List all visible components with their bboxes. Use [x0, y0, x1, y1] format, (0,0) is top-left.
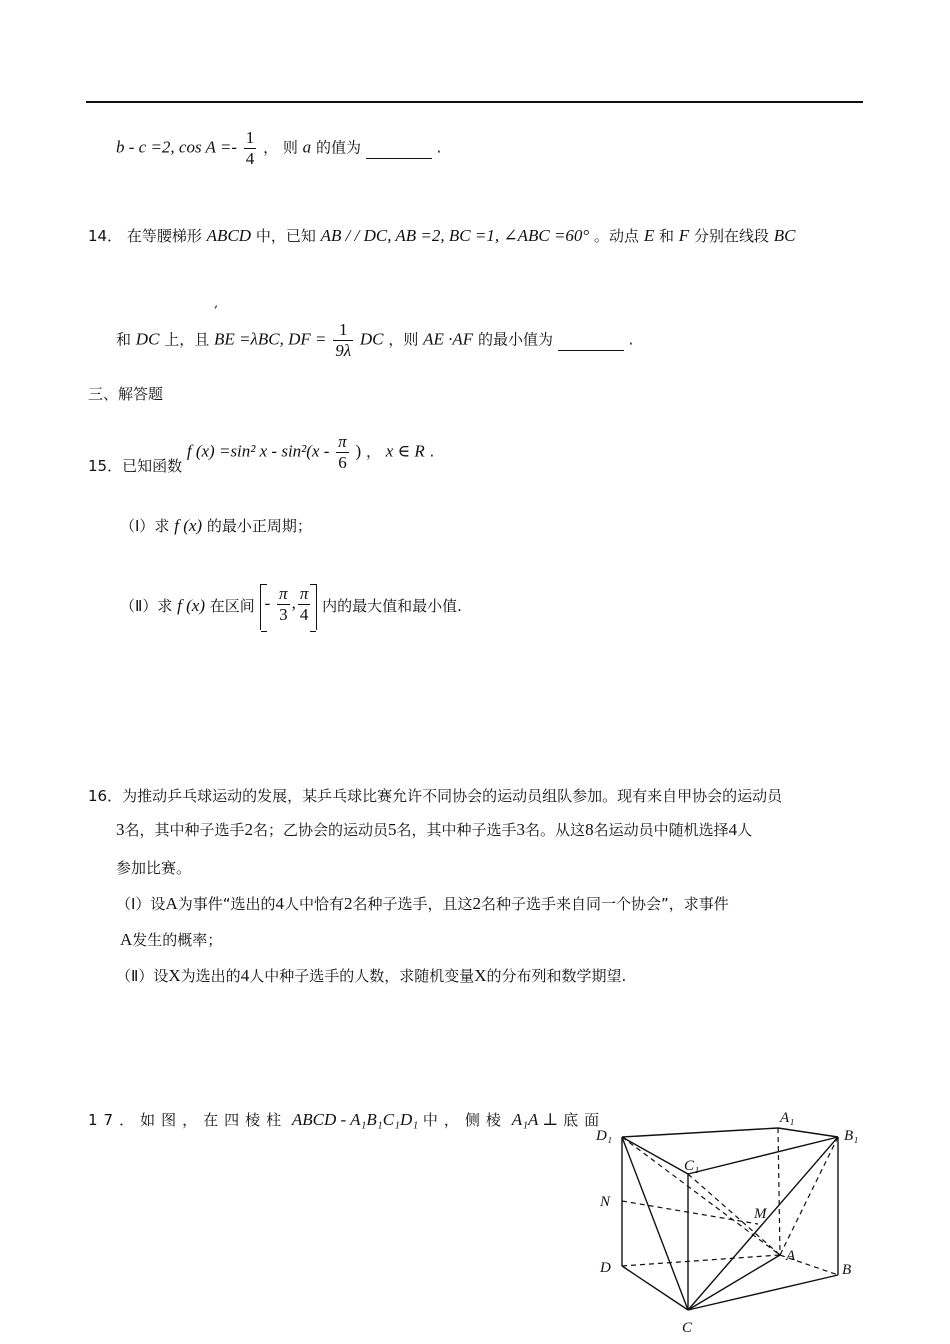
q14-condition: AB / / DC, AB =2, BC =1, ∠ABC =60°	[320, 226, 590, 245]
q16-line-2: 3名，其中种子选手2名；乙协会的运动员5名，其中种子选手3名。从这8名运动员中随机选择4人	[116, 820, 753, 839]
label-M: M	[754, 1206, 767, 1222]
q16-part-1-cont: A发生的概率；	[120, 930, 223, 949]
prism-figure	[590, 1100, 880, 1340]
q15-pi-over-6: $\frac{\pi}{6}$	[338, 432, 347, 472]
label-C1: C₁	[684, 1158, 700, 1174]
q15-part-2: （Ⅱ）求 f (x) 在区间 - $\frac{\pi}{3}$ , $\frac{\pi}{4}$ 内的最大值和最小值.	[120, 584, 462, 630]
label-D: D	[600, 1260, 611, 1276]
q14-answer-blank[interactable]	[558, 330, 624, 351]
label-C: C	[682, 1320, 693, 1336]
q14-line-2: 和 DC 上，且 BE =λBC, DF = $\frac{1}{9\lambda}$ DC ，则 AE ·AF 的最小值为 .	[116, 320, 634, 360]
q16-line-3: 参加比赛。	[116, 859, 192, 877]
q13-line: b - c =2, cos A =- $\frac{1}{4}$ ， 则 a 的值为 .	[116, 128, 442, 168]
q16-part-2: （Ⅱ）设X为选出的4人中种子选手的人数，求随机变量X的分布列和数学期望.	[116, 966, 627, 985]
q15-part-1: （Ⅰ）求 f (x) 的最小正周期；	[120, 516, 312, 535]
section-heading: 三、解答题	[88, 385, 164, 403]
label-B1: B₁	[844, 1128, 859, 1144]
q14-line-1: 14． 在等腰梯形 ABCD 中，已知 AB / / DC, AB =2, BC =1, ∠ABC =60° 。动点 E 和 F 分别在线段 BC	[88, 226, 796, 245]
label-B: B	[842, 1262, 852, 1278]
label-A: A	[786, 1248, 796, 1264]
label-N: N	[600, 1194, 611, 1210]
q17-line-1: 17．如图，在四棱柱 ABCD - A₁B₁C₁D₁ 中，侧棱 A₁A ⊥ 底面	[88, 1110, 606, 1129]
header-rule	[86, 101, 863, 103]
q13-fraction: $\frac{1}{4}$	[245, 128, 255, 168]
q16-line-1: 16．为推动乒乓球运动的发展，某乒乓球比赛允许不同协会的运动员组队参加。现有来自甲协会的运动员	[88, 787, 783, 805]
q17-prism: ABCD - A₁B₁C₁D₁	[291, 1110, 419, 1129]
q15-function: f (x) =sin² x - sin²(x -	[186, 441, 330, 461]
q13-expr: b - c =2, cos A =-	[116, 137, 237, 157]
q14-stray-comma: ,	[214, 296, 219, 311]
q14-dot-product: AE ·AF	[423, 329, 474, 349]
q15-line-1: 15．已知函数 f (x) =sin² x - sin²(x - $\frac{\pi}{6}$ ) ， x ∈ R .	[88, 432, 435, 475]
q15-interval: - $\frac{\pi}{3}$ , $\frac{\pi}{4}$	[260, 584, 318, 630]
q14-be-expr: BE =λBC, DF =	[214, 329, 327, 349]
q16-part-1: （Ⅰ）设A为事件“选出的4人中恰有2名种子选手，且这2名种子选手来自同一个协会”，求事件	[116, 894, 729, 913]
q14-fraction: $\frac{1}{9\lambda}$	[335, 320, 352, 360]
q13-answer-blank[interactable]	[366, 138, 432, 159]
label-D1: D₁	[596, 1128, 613, 1144]
label-A1: A₁	[780, 1110, 795, 1126]
